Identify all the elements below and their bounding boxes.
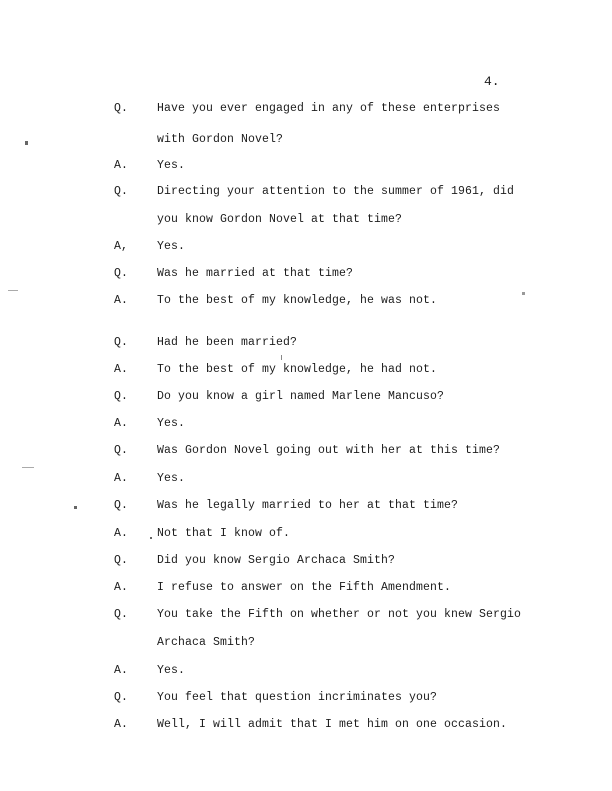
line-text: Yes.	[157, 472, 186, 485]
line-text: with Gordon Novel?	[157, 133, 284, 146]
line-text: Was he legally married to her at that time?	[157, 499, 459, 512]
line-text: Had he been married?	[157, 336, 298, 349]
scan-mark	[281, 355, 282, 360]
speaker-label: Q.	[114, 444, 129, 457]
line-text: Archaca Smith?	[157, 636, 256, 649]
line-text: To the best of my knowledge, he had not.	[157, 363, 438, 376]
scan-mark	[74, 506, 77, 509]
line-text: Not that I know of.	[157, 527, 291, 540]
line-text: Yes.	[157, 159, 186, 172]
line-text: Well, I will admit that I met him on one occasion.	[157, 718, 508, 731]
speaker-label: Q.	[114, 608, 129, 621]
page-number: 4.	[484, 74, 500, 89]
speaker-label: Q.	[114, 691, 129, 704]
speaker-label: A.	[114, 527, 129, 540]
line-text: Do you know a girl named Marlene Mancuso?	[157, 390, 445, 403]
speaker-label: A.	[114, 363, 129, 376]
scan-mark	[8, 290, 18, 291]
speaker-label: A.	[114, 294, 129, 307]
speaker-label: A.	[114, 159, 129, 172]
line-text: you know Gordon Novel at that time?	[157, 213, 403, 226]
speaker-label: Q.	[114, 336, 129, 349]
speaker-label: Q.	[114, 554, 129, 567]
line-text: Yes.	[157, 417, 186, 430]
line-text: To the best of my knowledge, he was not.	[157, 294, 438, 307]
speaker-label: A,	[114, 240, 129, 253]
speaker-label: A.	[114, 417, 129, 430]
speaker-label: A.	[114, 664, 129, 677]
speaker-label: Q.	[114, 267, 129, 280]
speaker-label: A.	[114, 581, 129, 594]
line-text: Did you know Sergio Archaca Smith?	[157, 554, 396, 567]
scan-mark	[22, 467, 34, 468]
line-text: You feel that question incriminates you?	[157, 691, 438, 704]
line-text: You take the Fifth on whether or not you knew Sergio	[157, 608, 522, 621]
scan-mark	[522, 292, 525, 295]
speaker-label: Q.	[114, 499, 129, 512]
speaker-label: A.	[114, 472, 129, 485]
line-text: Yes.	[157, 664, 186, 677]
scan-mark	[25, 141, 28, 145]
scan-mark	[150, 537, 152, 539]
line-text: I refuse to answer on the Fifth Amendment.	[157, 581, 452, 594]
line-text: Directing your attention to the summer of 1961, did	[157, 185, 515, 198]
line-text: Was Gordon Novel going out with her at this time?	[157, 444, 501, 457]
speaker-label: Q.	[114, 102, 129, 115]
speaker-label: Q.	[114, 185, 129, 198]
line-text: Have you ever engaged in any of these enterprises	[157, 102, 501, 115]
line-text: Yes.	[157, 240, 186, 253]
line-text: Was he married at that time?	[157, 267, 354, 280]
speaker-label: A.	[114, 718, 129, 731]
speaker-label: Q.	[114, 390, 129, 403]
